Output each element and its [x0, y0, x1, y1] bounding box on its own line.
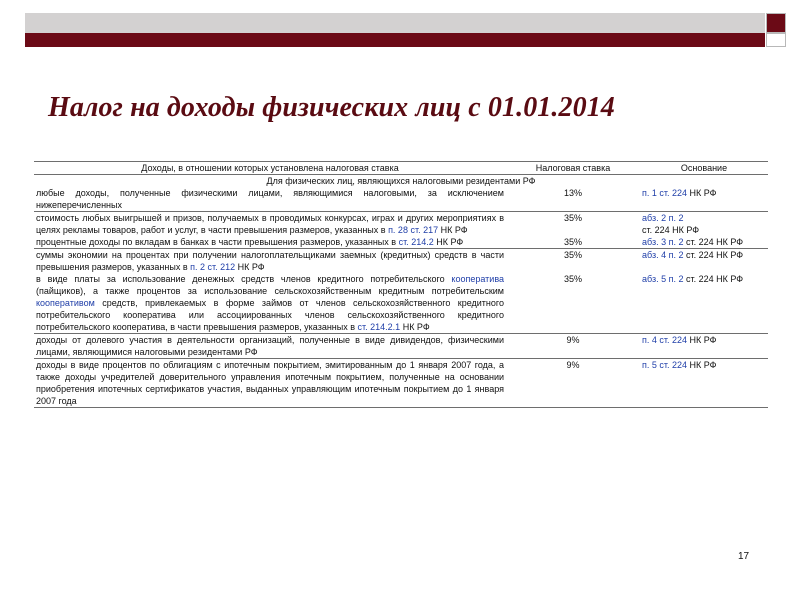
table-row: [34, 273, 768, 334]
legal-basis: [640, 236, 768, 249]
header-bar-red: [25, 33, 765, 47]
tax-rate: 9%: [506, 334, 640, 359]
law-reference-link[interactable]: кооперативом: [36, 298, 95, 308]
income-description-text: доходы от долевого участия в деятельности организаций, полученные в виде дивидендов, физическими лицами, являющимися налоговыми резидентами РФ: [36, 335, 504, 357]
income-description: [34, 249, 506, 274]
income-description-text: НК РФ: [433, 237, 464, 247]
income-description: [34, 359, 506, 408]
income-description-text: процентные доходы по вкладам в банках в части превышения размеров, указанных в: [36, 237, 399, 247]
page-number: 17: [738, 551, 750, 562]
tax-rate: 35%: [563, 274, 582, 284]
law-reference-link[interactable]: п. 4 ст. 224: [642, 335, 688, 345]
slide-title: Налог на доходы физических лиц с 01.01.2014: [48, 92, 615, 123]
income-description-text: НК РФ: [400, 322, 430, 332]
legal-basis-text: НК РФ: [687, 360, 717, 370]
law-reference-link[interactable]: п. 2 ст. 212: [190, 262, 236, 272]
legal-basis-text: НК РФ: [687, 335, 717, 345]
income-description-text: стоимость любых выигрышей и призов, получаемых в проводимых конкурсах, играх и других мероприятиях в целях рекламы товаров, работ и услуг, в части превышения размеров, указанных в: [36, 213, 504, 235]
header-rate: Налоговая ставка: [506, 162, 640, 175]
income-description-text: в виде платы за использование денежных средств членов кредитного потребительского: [36, 274, 452, 284]
legal-basis: [640, 187, 768, 212]
header-income: Доходы, в отношении которых установлена налоговая ставка: [34, 162, 506, 175]
legal-basis: [640, 273, 768, 334]
corner-square-bottom: [766, 33, 786, 47]
law-reference-link[interactable]: п. 28 ст. 217: [388, 225, 439, 235]
law-reference-link[interactable]: ст. 214.2.1: [357, 322, 401, 332]
law-reference-link[interactable]: п. 1 ст. 224: [642, 188, 688, 198]
header-bar-grey: [25, 13, 765, 33]
corner-square-red: [766, 13, 786, 33]
table-row: [34, 359, 768, 408]
income-description-text: НК РФ: [438, 225, 468, 235]
legal-basis: [640, 334, 768, 359]
tax-rate: 35%: [506, 249, 640, 274]
income-description: [34, 236, 506, 249]
legal-basis: [640, 249, 768, 274]
income-description: [34, 212, 506, 237]
income-description-text: средств, привлекаемых в форме займов от членов сельскохозяйственного кредитного потребительского кооператива или ассоциированных членов сельскохозяйственного кредитного потребительского кооператива, в части превышения размеров, указанных в: [36, 298, 504, 332]
law-reference-link[interactable]: кооператива: [451, 274, 504, 284]
income-description-text: НК РФ: [235, 262, 265, 272]
income-description: [34, 273, 506, 334]
income-description: [34, 187, 506, 212]
law-reference-link[interactable]: абз. 4 п. 2: [642, 250, 684, 260]
income-description-text: (пайщиков), а также процентов за использование сельскохозяйственным кредитным потребительским: [36, 286, 504, 296]
header-basis: Основание: [640, 162, 768, 175]
income-description-text: любые доходы, полученные физическими лицами, являющимися налоговыми, за исключением нижеперечисленных: [36, 188, 504, 210]
tax-rate: 35%: [563, 237, 582, 247]
tax-rate: 13%: [563, 188, 582, 198]
income-description-text: доходы в виде процентов по облигациям с ипотечным покрытием, эмитированным до 1 января 2007 года, а также доходы учредителей доверительного управления ипотечным покрытием, полученные на основании приобретения ипотечных сертификатов участия, выданных управляющим ипотечным покрытием до 1 января 2007 года: [36, 360, 504, 406]
legal-basis-text: НК РФ: [687, 188, 717, 198]
legal-basis: [640, 359, 768, 408]
law-reference-link[interactable]: п. 5 ст. 224: [642, 360, 688, 370]
table-row: [34, 236, 768, 249]
legal-basis-text: ст. 224 НК РФ: [683, 237, 744, 247]
resident-subheader: Для физических лиц, являющихся налоговыми резидентами РФ: [266, 176, 536, 186]
income-description: [34, 334, 506, 359]
table-row: [34, 187, 768, 212]
legal-basis-text: ст. 224 НК РФ: [683, 250, 744, 260]
law-reference-link[interactable]: абз. 3 п. 2: [642, 237, 684, 247]
tax-rate: 35%: [506, 212, 640, 237]
law-reference-link[interactable]: абз. 2 п. 2: [642, 213, 684, 223]
table-row: [34, 249, 768, 274]
income-description-text: суммы экономии на процентах при получении налогоплательщиками заемных (кредитных) средств в части превышения размеров, указанных в: [36, 250, 504, 272]
law-reference-link[interactable]: абз. 5 п. 2: [642, 274, 684, 284]
law-reference-link[interactable]: ст. 214.2: [398, 237, 434, 247]
tax-rate-table: [34, 161, 768, 408]
table-row: [34, 334, 768, 359]
legal-basis: [640, 212, 768, 237]
legal-basis-text: ст. 224 НК РФ: [683, 274, 744, 284]
table-row: [34, 212, 768, 237]
tax-rate: 9%: [506, 359, 640, 408]
legal-basis-text: ст. 224 НК РФ: [642, 225, 700, 235]
table-header-row: [34, 162, 768, 175]
resident-subheader-row: [34, 175, 768, 188]
